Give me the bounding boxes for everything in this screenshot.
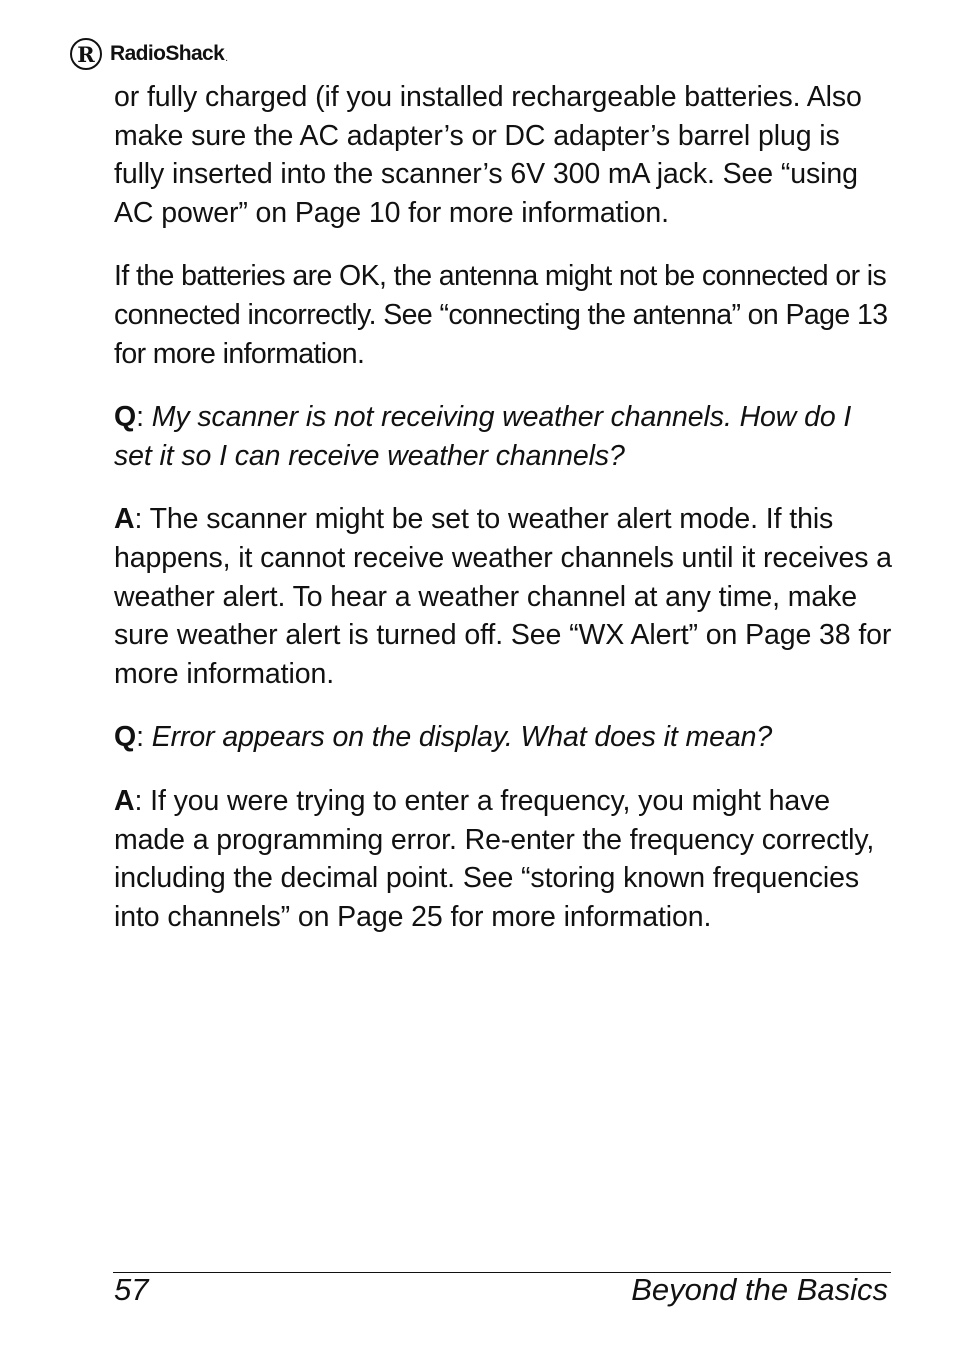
page-footer <box>114 1270 888 1310</box>
question-label: Q <box>114 721 137 754</box>
answer-error-display <box>114 782 894 936</box>
question-text: My scanner is not receiving weather channels. How do I set it so I can receive weather channels? <box>114 401 852 472</box>
radioshack-logo <box>70 36 228 72</box>
question-error-display <box>114 718 894 757</box>
question-weather-channels <box>114 398 894 475</box>
question-label: Q <box>114 401 137 434</box>
label-separator: : <box>136 401 152 434</box>
page-number: 57 <box>114 1272 149 1307</box>
label-separator: : <box>136 721 152 754</box>
question-text: Error appears on the display. What does it mean? <box>151 721 773 754</box>
answer-label: A <box>114 503 135 536</box>
label-separator: : <box>134 503 150 536</box>
answer-weather-channels <box>114 500 894 693</box>
paragraph-text: or fully charged (if you installed rechargeable batteries. Also make sure the AC adapter’s or DC adapter’s barrel plug is fully inserted into the scanner’s 6V 300 mA jack. See “using AC power” on Page 10 for more information. <box>114 81 862 229</box>
paragraph-antenna-info <box>114 257 894 373</box>
answer-text: The scanner might be set to weather alert mode. If this happens, it cannot receive weather channels until it receives a weather alert. To hear a weather channel at any time, make sure weather alert is turned off. See “WX Alert” on Page 38 for more information. <box>114 503 892 690</box>
answer-label: A <box>114 784 135 817</box>
answer-text: If you were trying to enter a frequency, you might have made a programming error. Re-enter the frequency correctly, including the decimal point. See “storing known frequencies into channels” on Page 25 for more information. <box>114 784 875 933</box>
section-title: Beyond the Basics <box>631 1272 888 1307</box>
logo-dot: . <box>225 53 228 64</box>
logo-wordmark: RadioShack <box>110 42 225 65</box>
registered-r-icon: R <box>70 38 102 70</box>
page-body <box>114 78 894 961</box>
paragraph-text: If the batteries are OK, the antenna might not be connected or is connected incorrectly. See “connecting the antenna” on Page 13 for more information. <box>114 260 888 370</box>
paragraph-battery-info <box>114 78 894 232</box>
label-separator: : <box>134 784 151 817</box>
